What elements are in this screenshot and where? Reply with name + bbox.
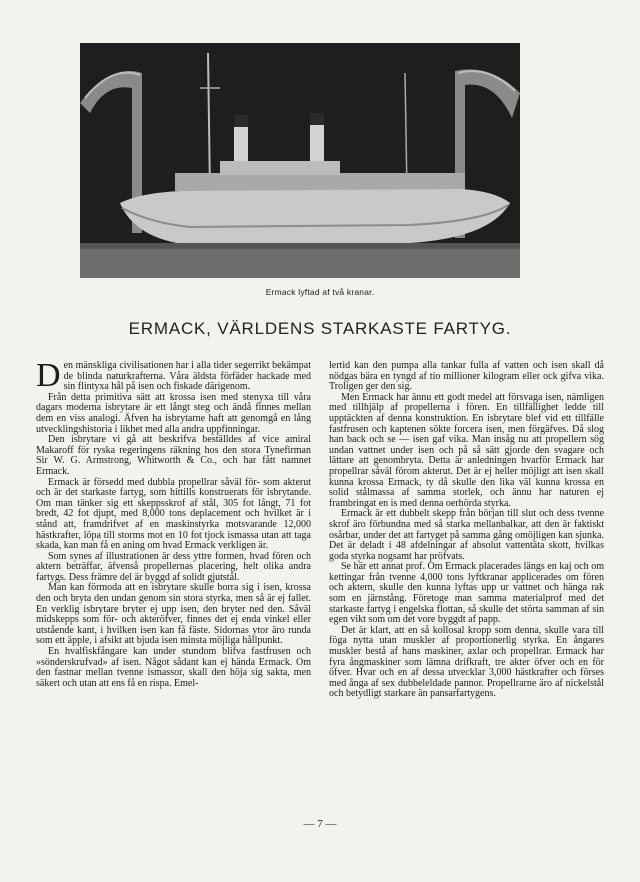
paragraph: lertid kan den pumpa alla tankar fulla af vatten och isen skall då nödgas bära en tyngd af tio millioner kilogram eller ock gifva vika. Troligen ger den sig. — [329, 360, 604, 393]
paragraph: Från detta primitiva sätt att krossa isen med stenyxa till våra dagars moderna isbrytare är ett långt steg och ändå finnes mellan dem en viss analogi. Äfven ha isbrytarne haft att genomgå en lång utvecklingshistoria i likhet med alla andra uppfinningar. — [36, 391, 311, 435]
left-column — [36, 357, 311, 700]
article-title: ERMACK, VÄRLDENS STARKASTE FARTYG. — [128, 319, 512, 338]
article-body — [36, 357, 604, 700]
right-column — [329, 361, 604, 700]
paragraph: Den mänskliga civilisationen har i alla tider segerrikt bekämpat de blinda naturkrafterna. Våra äldsta förfäder hackade med sin flintyxa hål på isen och fiskade därigenom. — [36, 357, 311, 394]
paragraph: En hvalfiskfångare kan under stundom blifva fastfrusen och »sönderskrufvad» af isen. Något sådant kan ej hända Ermack. Om den fastnar mellan tvenne ismassor, skall den höja sig sakta, men säkert och utan att ens få en rispa. Emel- — [36, 646, 311, 689]
paragraph: Det är klart, att en så kollosal kropp som denna, skulle vara till föga nytta utan muskler af proportionerlig styrka. En ångares muskler bestå af hans maskiner, axlar och propellrar. Ermack har fyra ångmaskiner som lämna drifkraft, tre akter öfver och en för öfver. Hvar och en af dessa utvecklar 3,000 hästkrafter och förses med ånga af sex dubbeleldade pannor. Propellrarne äro af nickelstål och betydligt starkare än pansarfartygens. — [329, 624, 604, 700]
photo-caption: Ermack lyftad af två kranar. — [265, 287, 375, 297]
paragraph: Man kan förmoda att en isbrytare skulle borra sig i isen, krossa den och bryta den undan genom sin stora styrka, men så är ej fallet. En verklig isbrytare bryter ej upp isen, den bryter ned den. Såväl midskepps som för- och akteröfver, finnes det ej enda vinkel eller utstående kant, i hvilken isen kan få fäste. Sidornas ytor äro runda som ett äpple, i afsikt att bjuda isen minsta möjliga hållpunkt. — [36, 582, 311, 647]
paragraph: Den isbrytare vi gå att beskrifva beställdes af vice amiral Makaroff för ryska regeringens räkning hos den stora Tynefirman Sir W. G. Armstrong, Whitworth & Co., och har fått namnet Ermack. — [36, 434, 311, 477]
paragraph: Ermack är ett dubbelt skepp från början till slut och dess tvenne skrof äro förbundna med så starka mellanbalkar, att den är faktiskt osårbar, under det att fartyget på samma gång omöjligen kan sjunka. Det är deladt i 48 afdelningar af absolut vattentäta skott, hvilkas goda styrka nogsamt har pröfvats. — [329, 508, 604, 562]
paragraph: Men Ermack har ännu ett godt medel att försvaga isen, nämligen med tillhjälp af propellerna i fören. En tillfällighet ledde till upptäckten af denna konstruktion. En isbrytare blef vid ett tillfälle fastfrusen och kaptenen sökte forcera isen, men förgäfves. Då slog han back och se — isen gaf vika. Man insåg nu att propellern sög undan vattnet under isen och på så sätt gjorde den svagare och lättare att genombryta. Detta är anledningen hvarför Ermack har propellrar såväl förom akterut. Det är ej heller möjligt att isen skall kunna krossa Ermack, ty då skulle den lika väl kunna krossa en solid stålmassa af samma storlek, och ännu har naturen ej frambringat en is med denna oerhörda styrka. — [329, 391, 604, 509]
paragraph: Som synes af illustrationen är dess yttre formen, hvad fören och aktern beträffar, äfvenså propellernas placering, helt olika andra fartygs. Dess främre del är byggd af solidt gjutstål. — [36, 550, 311, 583]
page-number: — 7 — — [303, 818, 337, 830]
ship-photograph — [80, 43, 520, 278]
drop-cap: D — [36, 357, 61, 394]
paragraph: Ermack är försedd med dubbla propellrar såväl för- som akterut och är det starkaste fartyg, som hittills konstruerats för isbrytande. Om man tänker sig ett skeppsskrof af stål, 305 fot långt, 71 fot bredt, 42 fot djupt, med 8,000 tons deplacement och hvilket är i stånd att, framdrifvet af en maskinstyrka motsvarande 12,000 hästkrafter, löpa till storms mot en 10 fot tjock ismassa utan att taga skada, kan man få en aning om hvad Ermack verkligen är. — [36, 476, 311, 552]
paragraph: Se här ett annat prof. Om Ermack placerades längs en kaj och om kettingar från tvenne 4,000 tons lyftkranar applicerades om fören och aktern, skulle den kunna lyftas upp ur vattnet och hänga rak som en järnstång. Företoge man samma materialprof med det starkaste fartyg i engelska flottan, så skulle det störta samman af sin egen vikt som om det vore byggdt af papp. — [329, 561, 604, 626]
